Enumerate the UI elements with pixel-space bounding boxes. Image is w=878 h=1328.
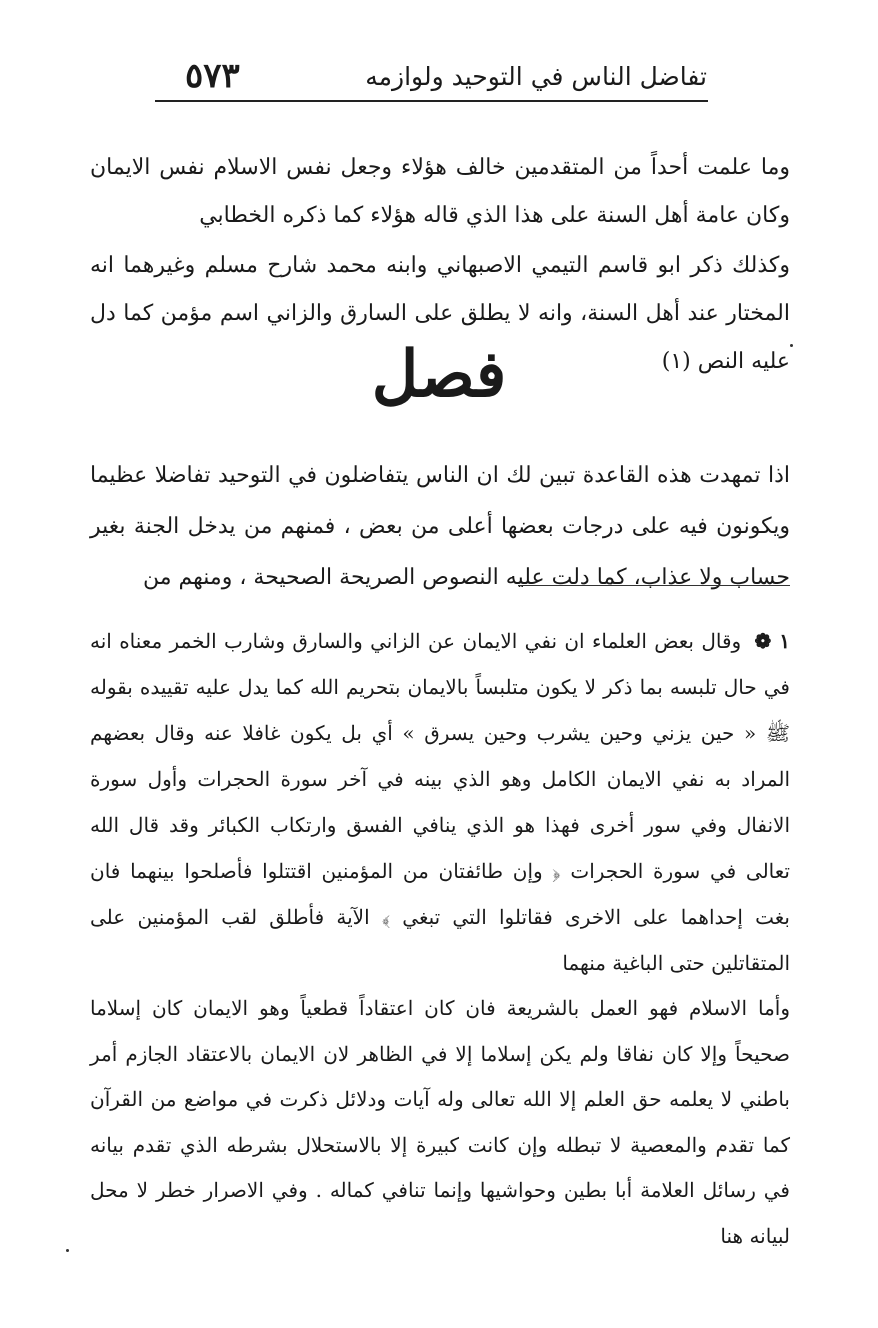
header-rule	[155, 100, 708, 102]
footnote-1-continuation: وأما الاسلام فهو العمل بالشريعة فان كان اعتقاداً قطعياً وهو الايمان كان إسلاما صحيحاً وإلا كان نفاقا ولم يكن إسلاما إلا في الظاهر لان الايمان بالاعتقاد الجازم أمر باطني لا يعلمه حق العلم إلا الله تعالى وله آيات ودلائل ذكرت في مواضع من القرآن كما تقدم والمعصية لا تبطله وإن كانت كبيرة إلا بالاستحلال بشرطه الذي تقدم بيانه في رسائل العلامة أبا بطين وحواشيها وإنما تنافي كماله . وفي الاصرار خطر لا محل لبيانه هنا	[90, 996, 790, 1248]
running-title: تفاضل الناس في التوحيد ولوازمه	[365, 62, 707, 91]
body-paragraph-2: وكذلك ذكر ابو قاسم التيمي الاصبهاني وابنه محمد شارح مسلم وغيرهما انه المختار عند أهل السنة، وانه لا يطلق على السارق والزاني اسم مؤمن كما دل عليه النص (١)	[90, 253, 790, 374]
print-speck	[66, 1249, 69, 1252]
footnote-marker: ١ ❁	[754, 629, 791, 653]
print-speck	[790, 344, 793, 347]
body-paragraph-1: وما علمت أحداً من المتقدمين خالف هؤلاء وجعل نفس الاسلام نفس الايمان وكان عامة أهل السنة على هذا الذي قاله هؤلاء كما ذكره الخطابي	[90, 155, 790, 228]
running-head	[155, 58, 707, 96]
page-number: ٥٧٣	[185, 56, 240, 96]
section-title: فصل	[371, 337, 507, 412]
footnote-rule	[518, 585, 790, 586]
footnote-1	[90, 618, 790, 986]
body-paragraph-3: اذا تمهدت هذه القاعدة تبين لك ان الناس يتفاضلون في التوحيد تفاضلا عظيما ويكونون فيه على درجات بعضها أعلى من بعض ، فمنهم من يدخل الجنة بغير حساب ولا عذاب، كما دلت عليه النصوص الصريحة الصحيحة ، ومنهم من	[90, 463, 790, 590]
footnote-1-text: وقال بعض العلماء ان نفي الايمان عن الزاني والسارق وشارب الخمر معناه انه في حال تلبسه بما ذكر لا يكون متلبساً بالايمان بتحريم الله كما يدل عليه تقييده بقوله ﷺ « حين يزني وحين يشرب وحين يسرق » أي بل يكون غافلا عنه وقال بعضهم المراد به نفي الايمان الكامل وهو الذي بينه في آخر سورة الحجرات وأول سورة الانفال وفي سور أخرى فهذا هو الذي ينافي الفسق وارتكاب الكبائر وقد قال الله تعالى في سورة الحجرات ﴿ وإن طائفتان من المؤمنين اقتتلوا فأصلحوا بينهما فان بغت إحداهما على الاخرى فقاتلوا التي تبغي ﴾ الآية فأطلق لقب المؤمنين على المتقاتلين حتى الباغية منهما	[90, 629, 790, 975]
